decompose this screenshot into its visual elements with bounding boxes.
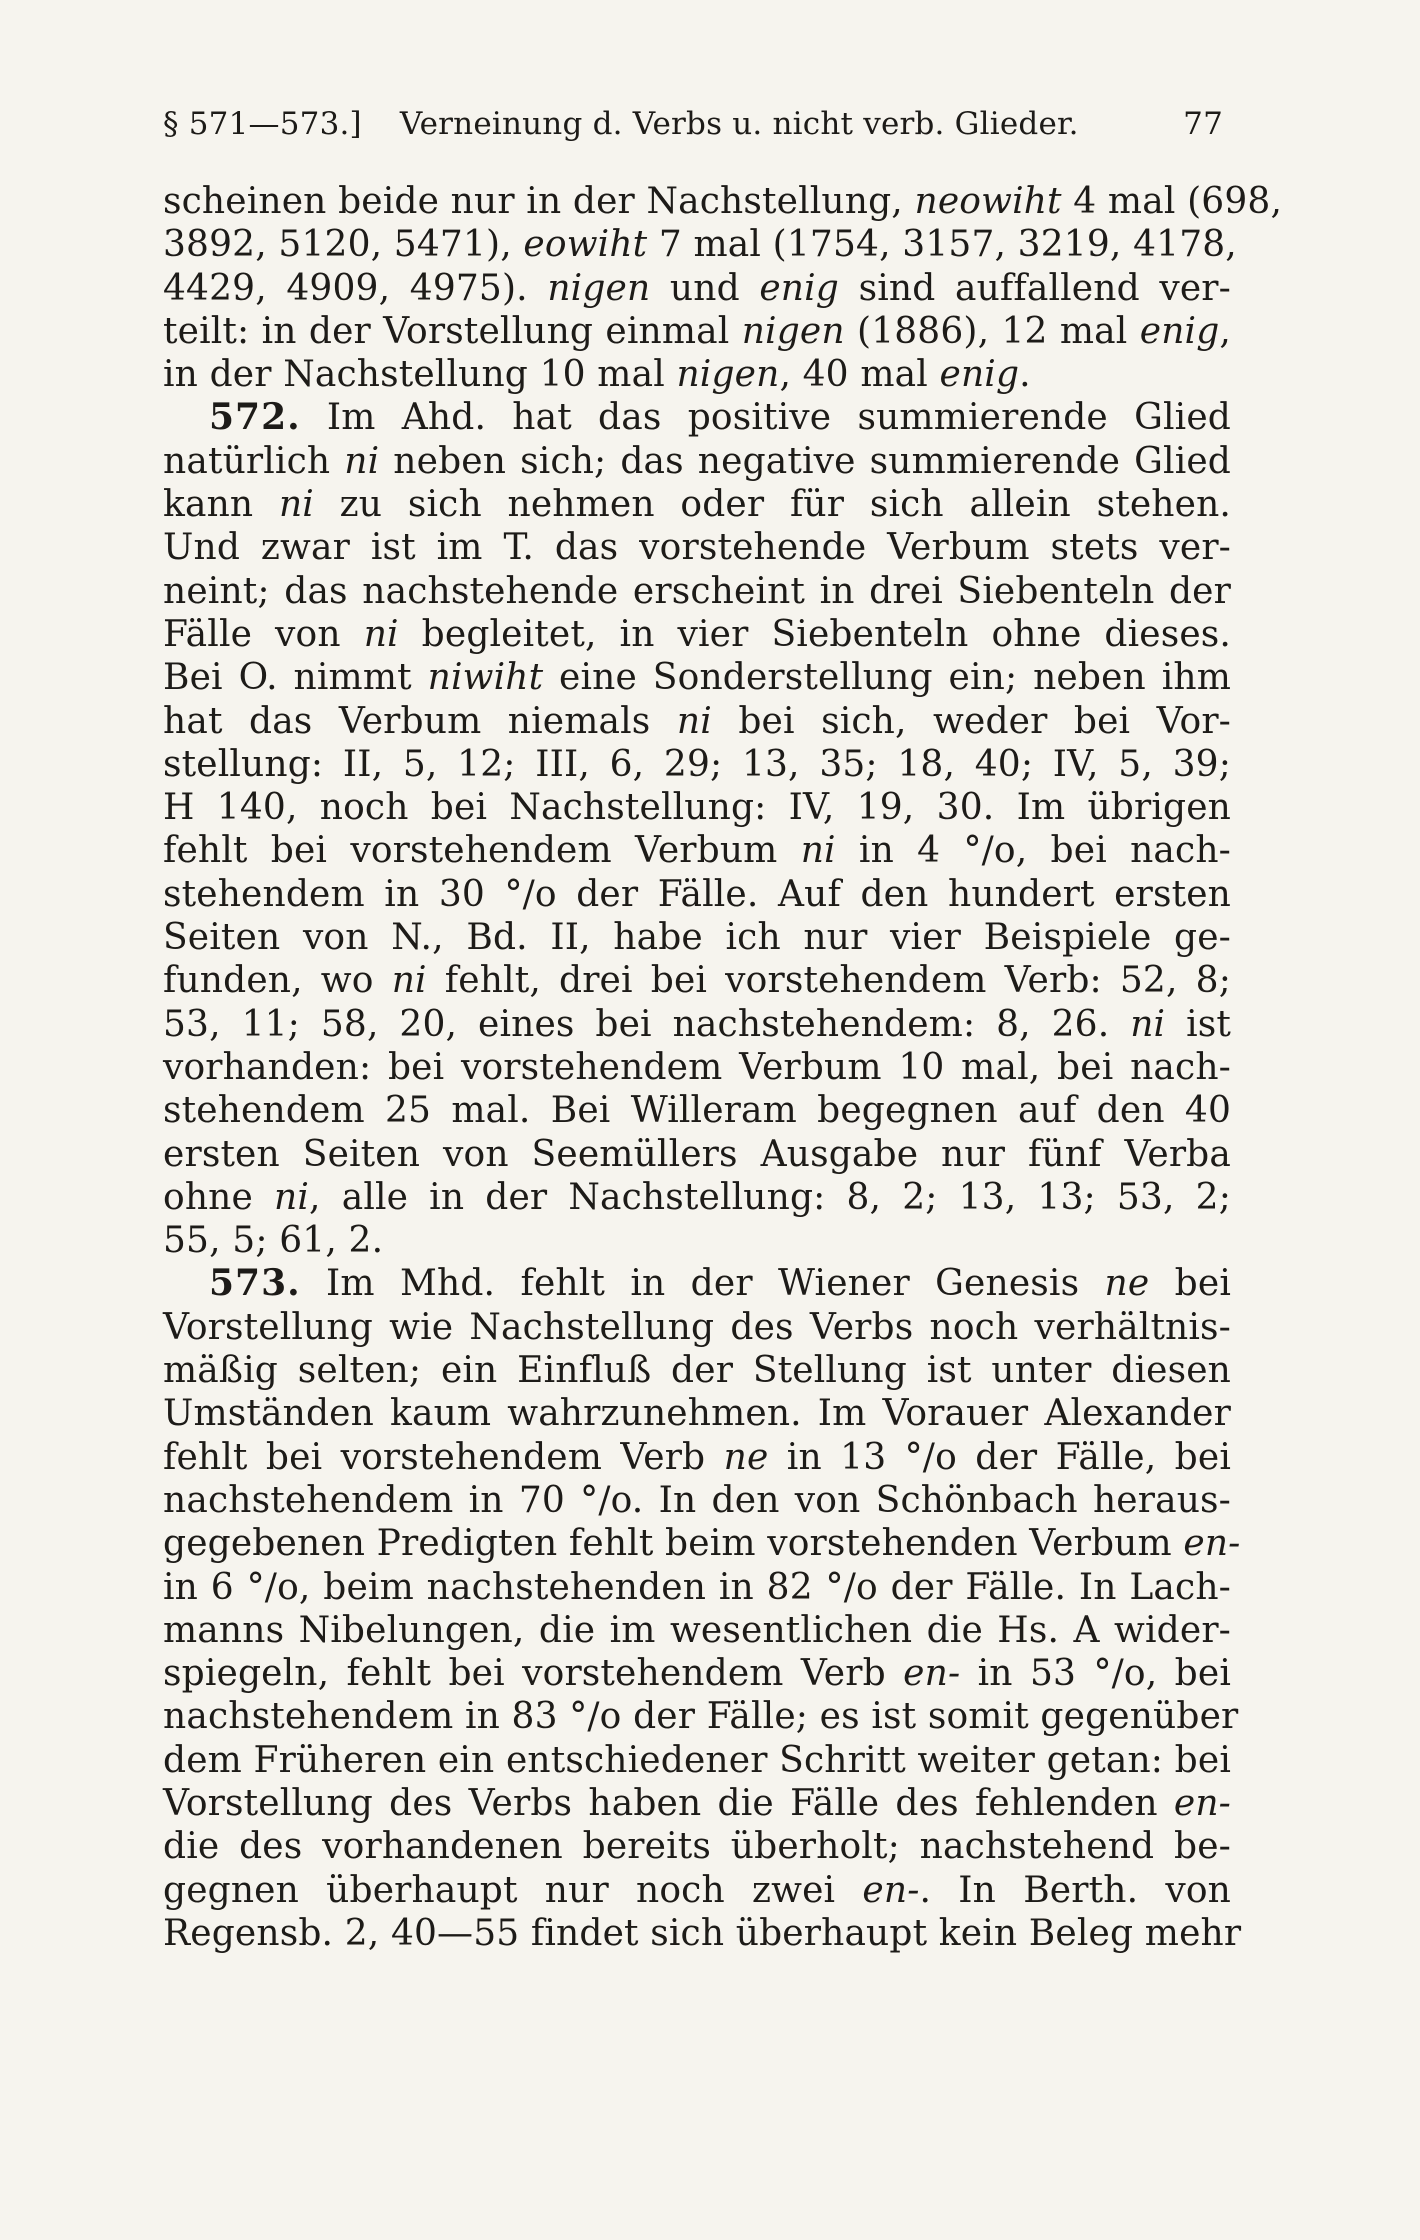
text-line: H 140, noch bei Nachstellung: IV, 19, 30. Im übrigen xyxy=(163,787,1231,829)
section-range: § 571—573.] xyxy=(163,106,362,142)
text-line: ersten Seiten von Seemüllers Ausgabe nur fünf Verba xyxy=(163,1133,1231,1175)
text-line: 4429, 4909, 4975). nigen und enig sind auffallend ver- xyxy=(163,267,1231,309)
text-line: manns Nibelungen, die im wesentlichen die Hs. A wider- xyxy=(163,1609,1231,1651)
section-573-start: 573. Im Mhd. fehlt in der Wiener Genesis ne bei xyxy=(209,1262,1231,1305)
text-line: stehendem in 30 °/o der Fälle. Auf den hundert ersten xyxy=(163,873,1231,915)
page-number: 77 xyxy=(1183,106,1223,142)
text-line: Fälle von ni begleitet, in vier Siebenteln ohne dieses. xyxy=(163,613,1231,655)
text-line: fehlt bei vorstehendem Verbum ni in 4 °/o, bei nach- xyxy=(163,830,1231,872)
text-line: nachstehendem in 83 °/o der Fälle; es ist somit gegenüber xyxy=(163,1696,1239,1738)
text-line: spiegeln, fehlt bei vorstehendem Verb en- in 53 °/o, bei xyxy=(163,1653,1231,1695)
text-line: in 6 °/o, beim nachstehenden in 82 °/o der Fälle. In Lach- xyxy=(163,1566,1231,1608)
text-line: die des vorhandenen bereits überholt; nachstehend be- xyxy=(163,1826,1231,1868)
text-line: vorhanden: bei vorstehendem Verbum 10 mal, bei nach- xyxy=(163,1046,1231,1088)
text-line: Umständen kaum wahrzunehmen. Im Vorauer Alexander xyxy=(163,1393,1231,1435)
text-line: stellung: II, 5, 12; III, 6, 29; 13, 35; 18, 40; IV, 5, 39; xyxy=(163,743,1231,785)
text-line: teilt: in der Vorstellung einmal nigen (1886), 12 mal enig, xyxy=(163,310,1232,352)
text-line: gegnen überhaupt nur noch zwei en-. In Berth. von xyxy=(163,1869,1231,1911)
text-line: Vorstellung wie Nachstellung des Verbs noch verhältnis- xyxy=(163,1306,1231,1348)
text-line: Seiten von N., Bd. II, habe ich nur vier Beispiele ge- xyxy=(163,917,1231,959)
text-line: Und zwar ist im T. das vorstehende Verbum stets ver- xyxy=(163,527,1231,569)
section-number: 572. xyxy=(209,396,301,439)
text-line: neint; das nachstehende erscheint in drei Siebenteln der xyxy=(163,570,1231,612)
text-line: funden, wo ni fehlt, drei bei vorstehendem Verb: 52, 8; xyxy=(163,960,1231,1002)
text-line: hat das Verbum niemals ni bei sich, weder bei Vor- xyxy=(163,700,1231,742)
running-head xyxy=(163,100,1223,148)
text-line: gegebenen Predigten fehlt beim vorstehenden Verbum en- xyxy=(163,1523,1241,1565)
text-line: 55, 5; 61, 2. xyxy=(163,1220,384,1262)
text-line: dem Früheren ein entschiedener Schritt weiter getan: bei xyxy=(163,1739,1231,1781)
text-line: stehendem 25 mal. Bei Willeram begegnen auf den 40 xyxy=(163,1090,1231,1132)
text-line: fehlt bei vorstehendem Verb ne in 13 °/o der Fälle, bei xyxy=(163,1436,1231,1478)
text-line: natürlich ni neben sich; das negative summierende Glied xyxy=(163,440,1232,482)
text-line: in der Nachstellung 10 mal nigen, 40 mal enig. xyxy=(163,354,1031,396)
running-title: Verneinung d. Verbs u. nicht verb. Glieder. xyxy=(399,106,1079,142)
text-line: Bei O. nimmt niwiht eine Sonderstellung ein; neben ihm xyxy=(163,657,1232,699)
text-line: 53, 11; 58, 20, eines bei nachstehendem: 8, 26. ni ist xyxy=(163,1003,1232,1045)
text-line: Regensb. 2, 40—55 findet sich überhaupt kein Beleg mehr xyxy=(163,1912,1242,1954)
body-text xyxy=(163,180,1283,1955)
text-line: Vorstellung des Verbs haben die Fälle des fehlenden en- xyxy=(163,1782,1231,1824)
text-line: 3892, 5120, 5471), eowiht 7 mal (1754, 3157, 3219, 4178, xyxy=(163,224,1237,266)
text-line: kann ni zu sich nehmen oder für sich allein stehen. xyxy=(163,484,1231,526)
text-line: mäßig selten; ein Einfluß der Stellung ist unter diesen xyxy=(163,1350,1231,1392)
text-line: nachstehendem in 70 °/o. In den von Schönbach heraus- xyxy=(163,1479,1231,1521)
section-572-start: 572. Im Ahd. hat das positive summierende Glied xyxy=(209,396,1231,439)
text-line: scheinen beide nur in der Nachstellung, neowiht 4 mal (698, xyxy=(163,181,1283,222)
text-line: ohne ni, alle in der Nachstellung: 8, 2; 13, 13; 53, 2; xyxy=(163,1176,1231,1218)
section-number: 573. xyxy=(209,1262,301,1305)
